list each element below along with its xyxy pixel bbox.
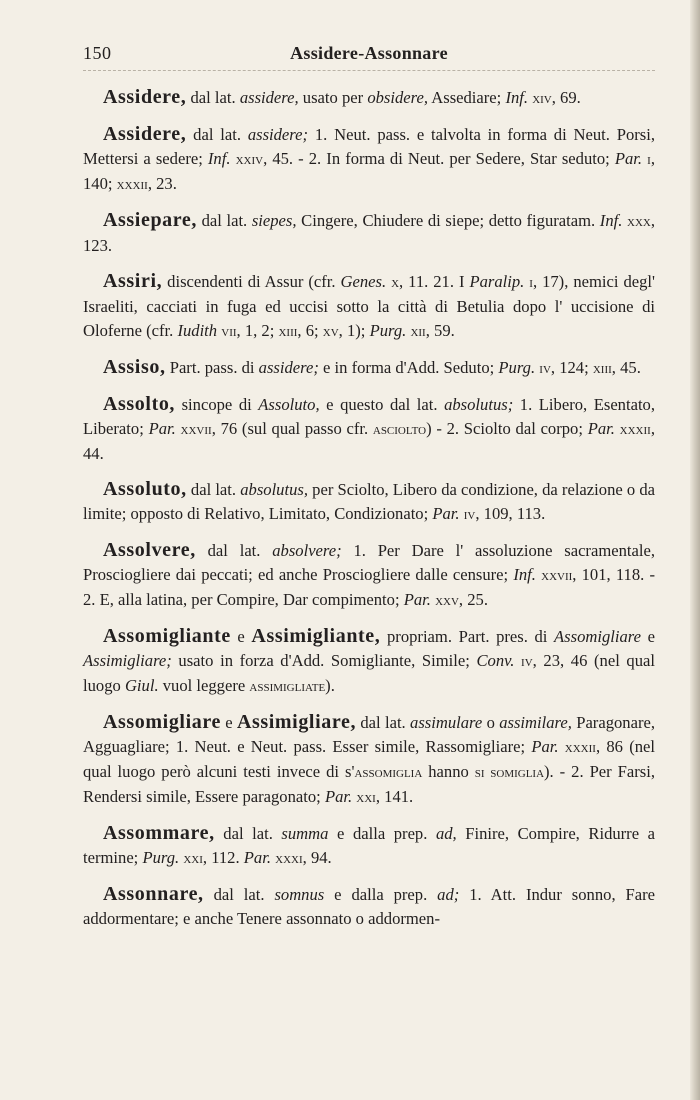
entry-text: per Sciolto, Libero da condizione, da relazione o da limite; opposto di Relativo, Limitato, Condizionato; [83,480,655,523]
entry-text: ) - 2. Sciolto dal corpo; [426,419,588,438]
italic-text: Iudith [177,321,218,340]
entry-text: dal lat. [186,125,248,144]
small-caps-text: xxvii [541,567,573,584]
entry-text: , 1); [338,321,370,340]
entry-text: e [230,627,252,646]
dictionary-entry [83,122,655,197]
italic-text: Inf. [505,88,529,107]
italic-text: assidere; [247,125,309,144]
entry-text: e dalla prep. [324,885,438,904]
entry-text: usato per [298,88,368,107]
entry-text: , 112. [202,848,244,867]
small-caps-text: xxi [183,850,203,867]
small-caps-text: asciolto [372,421,427,438]
entry-text: Finire, Compire, Ridurre a termine; [83,824,656,867]
italic-text: Assimigliare; [83,651,172,670]
small-caps-text: xxv [435,592,459,609]
italic-text: Par. [432,504,460,523]
page-number: 150 [83,43,112,63]
entry-text: , 109, 113. [475,504,546,523]
small-caps-text: xiii [278,323,298,340]
small-caps-text: i [529,274,533,291]
italic-text: Par. [403,590,431,609]
entry-text: , 17), nemici degl' Israeliti, cacciati in fuga ed uccisi sotto la città di Betulia dopo l' uccisione di Oloferne (cfr. [83,272,655,340]
small-caps-text: xxxii [619,421,651,438]
entry-text: dal lat. [214,824,282,843]
entry-text: propriam. Part. pres. di [380,627,555,646]
headword: Assimigliante, [251,625,381,647]
entry-text: ). [325,676,335,695]
headword: Assomigliare [103,711,221,733]
entry-text: , 23, 46 (nel qual luogo [83,651,655,695]
entry-text: , 94. [302,848,332,867]
entry-text: , 140; [83,149,655,193]
small-caps-text: x [391,274,400,291]
italic-text: Purg. [142,848,180,867]
italic-text: summa [281,824,329,843]
running-head: Assidere-Assonnare [290,43,448,63]
italic-text: siepes, [251,211,297,230]
italic-text: Purg. [498,358,536,377]
dictionary-entry [83,882,655,931]
entry-text: 1. Per Dare l' assoluzione sacramentale, Prosciogliere dai peccati; ed anche Prosciogliere dalle censure; [83,541,655,584]
entry-text: discendenti di Assur (cfr. [162,272,341,291]
headword: Assidere, [103,123,187,145]
entry-text: , 25. [458,590,488,609]
italic-text: Giul. [124,676,159,695]
italic-text: Inf. [599,211,623,230]
headword: Assommare, [103,822,215,844]
entry-text: , 141. [375,787,414,806]
entry-text: sincope di [175,395,259,414]
entry-text: , 23. [147,174,177,193]
small-caps-text: iv [521,653,533,670]
italic-text: Par. [587,419,615,438]
italic-text: assidere; [258,358,319,377]
entry-text: dal lat. [196,211,252,230]
entry-text: 1. Att. Indur sonno, Fare addormentare; e anche Tenere assonnato o addormen- [83,885,656,928]
headword: Assoluto, [103,478,187,500]
page-edge-shadow [690,0,700,1100]
small-caps-text: xxxii [116,176,148,193]
italic-text: Assomigliare [554,627,642,646]
italic-text: Par. [243,848,271,867]
small-caps-text: xxxii [564,739,596,756]
headword: Assimigliare, [236,711,357,733]
entry-text: , 86 (nel qual luogo però alcuni testi invece di s' [83,737,655,781]
entry-text: , 11. 21. I [399,272,470,291]
headword: Assolvere, [103,539,196,561]
entry-text: e in forma d'Add. Seduto; [318,358,499,377]
entry-text: , 123. [83,211,656,255]
entry-text: e [220,713,237,732]
italic-text: Purg. [369,321,407,340]
entry-text: , 1, 2; [236,321,279,340]
entry-text: dal lat. [203,885,275,904]
entry-text: , 6; [297,321,323,340]
entry-text: Cingere, Chiudere di siepe; detto figuratam. [296,211,600,230]
small-caps-text: xxvii [180,421,212,438]
small-caps-text: si somiglia [474,764,545,781]
entry-text: dal lat. [356,713,411,732]
italic-text: Par. [531,737,559,756]
entry-text: o [482,713,500,732]
small-caps-text: xxxi [275,850,303,867]
italic-text: Paralip. [469,272,525,291]
italic-text: Assoluto, [258,395,320,414]
small-caps-text: xiv [532,90,552,107]
small-caps-text: xiii [592,360,612,377]
small-caps-text: assimigliate [249,678,326,695]
small-caps-text: iv [539,360,551,377]
entry-text: hanno [422,762,475,781]
small-caps-text: xxiv [235,151,264,168]
italic-text: ad; [437,885,460,904]
italic-text: assidere, [239,88,299,107]
italic-text: assimilare, [499,713,572,732]
entry-text: , 44. [83,419,655,463]
headword: Assiso, [103,356,166,378]
headword: Assonnare, [103,883,204,905]
entry-text: e questo dal lat. [319,395,445,414]
italic-text: Conv. [476,651,515,670]
small-caps-text: vii [221,323,237,340]
small-caps-text: xxx [627,213,651,230]
page-header [83,40,655,71]
small-caps-text: iv [463,506,476,523]
dictionary-entry [83,710,655,810]
dictionary-entry [83,355,655,381]
entry-text: , 59. [425,321,455,340]
dictionary-page [83,40,655,942]
italic-text: absolutus, [240,480,308,499]
entry-text: 1. Libero, Esentato, Liberato; [83,395,656,438]
entry-text: , 76 (sul qual passo cfr. [211,419,373,438]
dictionary-entry [83,538,655,613]
italic-text: ad, [435,824,457,843]
entry-text: , 69. [551,88,581,107]
entry-text: Assediare; [428,88,506,107]
italic-text: assimulare [410,713,483,732]
dictionary-entry [83,821,655,871]
headword: Assiepare, [103,209,197,231]
italic-text: Par. [614,149,643,168]
entry-text: dal lat. [195,541,273,560]
entry-text: , 124; [550,358,593,377]
italic-text: Inf. [513,565,536,584]
entry-text: usato in forza d'Add. Somigliante, Simile; [171,651,477,670]
headword: Assidere, [103,86,187,108]
headword: Assolto, [103,393,176,415]
italic-text: Par. [324,787,353,806]
italic-text: absolvere; [272,541,342,560]
entry-text: vuol leggere [158,676,250,695]
small-caps-text: xxi [356,789,376,806]
italic-text: somnus [274,885,325,904]
entry-text: e [641,627,655,646]
headword: Assiri, [103,270,163,292]
small-caps-text: assomiglia [354,764,423,781]
dictionary-entry [83,392,655,466]
italic-text: absolutus; [444,395,514,414]
italic-text: Par. [148,419,176,438]
small-caps-text: xv [322,323,339,340]
entry-list [83,85,655,931]
small-caps-text: xii [410,323,426,340]
entry-text: Paragonare, Agguagliare; 1. Neut. e Neut. pass. Esser simile, Rassomigliare; [83,713,655,756]
entry-text: e dalla prep. [328,824,436,843]
entry-text: , 45. - 2. In forma di Neut. per Sedere, Star seduto; [263,149,615,168]
italic-text: Genes. [340,272,387,291]
entry-text: dal lat. [186,480,241,499]
entry-text: Part. pass. di [165,358,259,377]
italic-text: Inf. [207,149,231,168]
dictionary-entry [83,85,655,111]
entry-text: 1. Neut. pass. e talvolta in forma di Neut. Porsi, Mettersi a sedere; [83,125,655,168]
entry-text: dal lat. [186,88,240,107]
entry-text: , 101, 118. - 2. E, alla latina, per Compire, Dar compimento; [83,565,655,609]
italic-text: obsidere, [367,88,429,107]
dictionary-entry [83,624,655,699]
small-caps-text: i [647,151,651,168]
dictionary-entry [83,269,655,344]
dictionary-entry [83,208,655,258]
entry-text: , 45. [611,358,641,377]
entry-text: ). - 2. Per Farsi, Rendersi simile, Essere paragonato; [83,762,655,806]
dictionary-entry [83,477,655,527]
headword: Assomigliante [103,625,231,647]
